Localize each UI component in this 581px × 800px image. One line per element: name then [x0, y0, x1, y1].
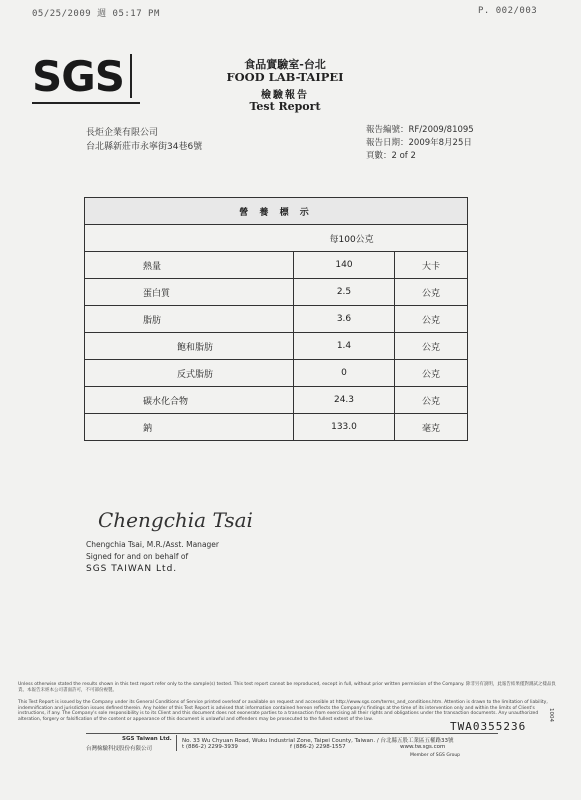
per-serving-label: 每100公克 [294, 225, 468, 252]
nutrient-value: 2.5 [294, 279, 395, 306]
disclaimer-results: Unless otherwise stated the results shown in this test report refer only to the sample(s) tested. This test report cannot be reproduced, except in full, without prior written permission of the Company. 除非另有說明，此報告結果僅對測試之樣品負責。本報告未經本公司書面許可，不可部份複製。 [18, 682, 556, 693]
nutrient-name: 碳水化合物 [85, 387, 294, 414]
nutrient-name: 蛋白質 [85, 279, 294, 306]
report-title-en: Test Report [249, 100, 321, 113]
nutrient-name: 熱量 [85, 252, 294, 279]
nutrient-value: 140 [294, 252, 395, 279]
nutrient-unit: 公克 [395, 333, 468, 360]
footer-company-en: SGS Taiwan Ltd. [122, 736, 172, 742]
signed-on-behalf: Signed for and on behalf of [86, 552, 189, 561]
lab-name-en: FOOD LAB-TAIPEI [226, 70, 344, 84]
footer-company-zh: 台灣檢驗科技股份有限公司 [86, 746, 153, 752]
signatory-company: SGS TAIWAN Ltd. [86, 564, 178, 574]
nutrient-value: 24.3 [294, 387, 395, 414]
table-row [85, 333, 468, 360]
side-number: 1004 [548, 708, 554, 722]
signatory-title: Chengchia Tsai, M.R./Asst. Manager [86, 540, 219, 549]
sgs-logo [32, 52, 140, 102]
footer-phone: t (886-2) 2299-3939 [182, 744, 238, 750]
footer-fax: f (886-2) 2298-1557 [290, 744, 346, 750]
nutrient-unit: 大卡 [395, 252, 468, 279]
fax-header-left: 05/25/2009 週 05:17 PM [32, 9, 160, 19]
fax-header-right: P. 002/003 [478, 6, 538, 16]
per-serving-row [85, 225, 468, 252]
nutrient-unit: 毫克 [395, 414, 468, 441]
nutrient-unit: 公克 [395, 306, 468, 333]
nutrition-title-row [85, 198, 468, 225]
nutrient-name: 反式脂肪 [85, 360, 294, 387]
table-row [85, 252, 468, 279]
nutrient-value: 3.6 [294, 306, 395, 333]
nutrient-value: 1.4 [294, 333, 395, 360]
report-number: 報告編號：RF/2009/81095 [366, 125, 474, 135]
table-row [85, 387, 468, 414]
signature: Chengchia Tsai [98, 508, 253, 532]
nutrition-table [84, 197, 468, 441]
table-row [85, 279, 468, 306]
nutrient-unit: 公克 [395, 360, 468, 387]
sgs-logo-text: SGS [32, 52, 124, 101]
client-name: 長炬企業有限公司 [86, 128, 159, 138]
nutrition-title: 營 養 標 示 [85, 198, 468, 225]
report-page-number: 頁數：2 of 2 [366, 151, 416, 161]
footer-member: Member of SGS Group [410, 753, 461, 758]
report-title-zh: 檢驗報告 [261, 90, 309, 101]
nutrient-unit: 公克 [395, 387, 468, 414]
nutrient-value: 133.0 [294, 414, 395, 441]
client-address: 台北縣新莊市永寧街34巷6號 [86, 142, 203, 152]
nutrient-name: 飽和脂肪 [85, 333, 294, 360]
logo-divider [130, 54, 132, 98]
logo-underline [32, 102, 140, 104]
footer-rule [86, 733, 498, 734]
disclaimer-terms: This Test Report is issued by the Company under its General Conditions of Service printed overleaf or available on request and accessible at http://www.sgs.com/terms_and_conditions.htm. Attention is drawn to the limitation of liability, indemnification and jurisdiction issues defined therein. Any holder of this Test Report is advised that information contained hereon reflects the Company's findings at the time of its intervention only and within the limits of Client's instructions, if any. The Company's sole responsibility is to its Client and this document does not exonerate parties to a transaction from exercising all their rights and obligations under the transaction documents. Any unauthorized alteration, forgery or falsification of the content or appearance of this document is unlawful and offenders may be prosecuted to the fullest extent of the law. [18, 700, 548, 722]
nutrient-name: 鈉 [85, 414, 294, 441]
table-row [85, 414, 468, 441]
report-date: 報告日期：2009年8月25日 [366, 138, 472, 148]
lab-name-zh: 食品實驗室-台北 [244, 58, 326, 71]
nutrient-name: 脂肪 [85, 306, 294, 333]
nutrient-value: 0 [294, 360, 395, 387]
serial-number: TWA0355236 [450, 720, 527, 733]
footer-address: No. 33 Wu Chyuan Road, Wuku Industrial Zone, Taipei County, Taiwan. / 台北縣五股工業區五權路33號 [182, 738, 454, 744]
table-row [85, 360, 468, 387]
footer-divider [176, 735, 177, 751]
table-row [85, 306, 468, 333]
nutrient-unit: 公克 [395, 279, 468, 306]
footer-website[interactable]: www.tw.sgs.com [400, 744, 446, 750]
